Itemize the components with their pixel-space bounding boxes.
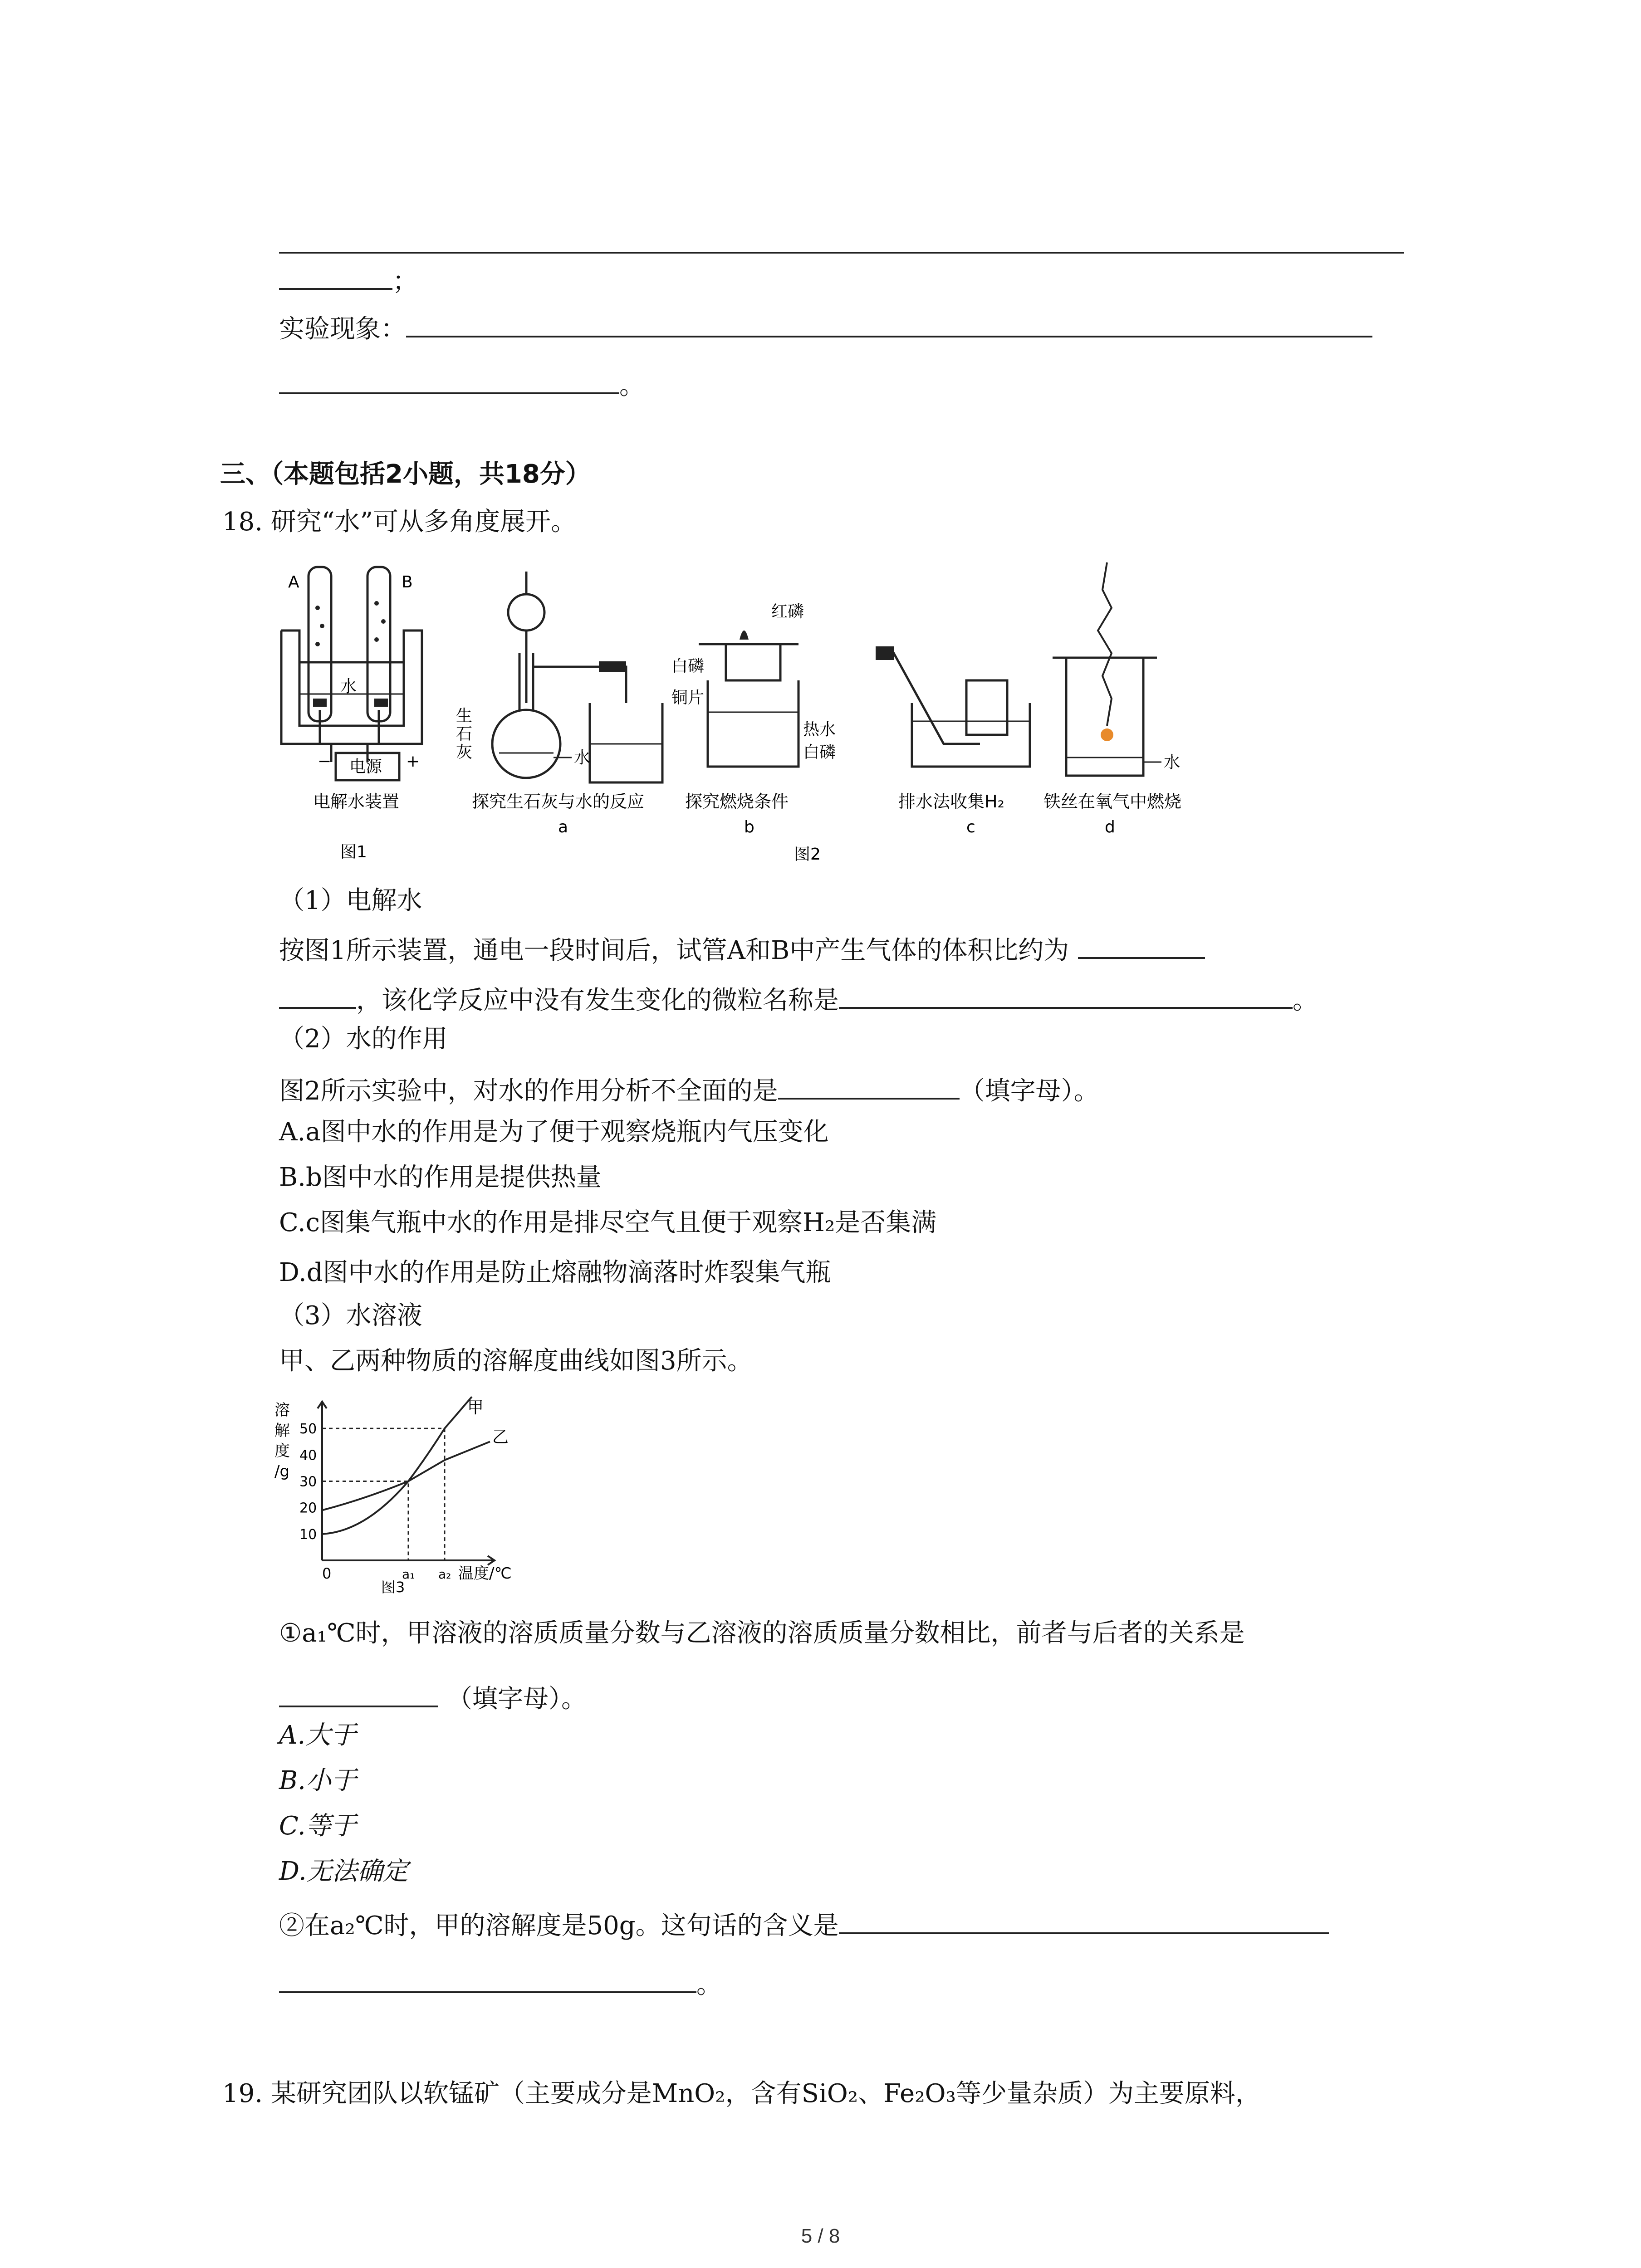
p1-blank-ratio-cont[interactable] [279, 980, 356, 1009]
fig2b-letter: b [744, 818, 754, 836]
y-tick-label: 50 [299, 1421, 317, 1437]
series-curve-yi [322, 1442, 490, 1510]
p1-blank-ratio[interactable] [1078, 930, 1205, 959]
fig1-minus: − [318, 752, 332, 771]
guide-line [322, 1428, 445, 1560]
fig1-label: 图1 [340, 843, 367, 861]
p2-title: （2）水的作用 [279, 1024, 448, 1054]
q1-line2-row [279, 1678, 587, 1716]
fig2a-letter: a [558, 818, 568, 836]
fig3-curve-jia: 甲 [467, 1398, 484, 1417]
y-tick-label: 10 [299, 1526, 317, 1543]
fig3-y-label-2: 解 [274, 1422, 290, 1440]
fig3-y-label-3: 度 [274, 1442, 290, 1460]
p3-stem: 甲、乙两种物质的溶解度曲线如图3所示。 [279, 1346, 753, 1376]
p2-stem: 图2所示实验中，对水的作用分析不全面的是 [279, 1076, 778, 1106]
fig2d-letter: d [1105, 818, 1115, 836]
fig2b-red-p: 红磷 [771, 602, 804, 621]
fig2d-caption: 铁丝在氧气中燃烧 [1043, 792, 1182, 811]
p2-blank[interactable] [778, 1070, 960, 1100]
q2-end: 。 [696, 1970, 722, 1999]
series-curve-jia [322, 1397, 472, 1534]
y-tick-label: 20 [299, 1500, 317, 1516]
x-tick-label: a₂ [438, 1567, 451, 1582]
fig1-label-B: B [402, 573, 413, 591]
fig1-caption: 电解水装置 [313, 792, 400, 811]
phenomenon-blank-2[interactable] [279, 365, 619, 394]
q18-figures [272, 553, 1234, 871]
phenomenon-blank[interactable] [406, 308, 1372, 337]
y-tick-label: 40 [299, 1447, 317, 1464]
solubility-chart [272, 1388, 544, 1597]
x-tick-label: a₁ [402, 1567, 415, 1582]
p1-end: 。 [1293, 986, 1318, 1015]
p1-line1: 按图1所示装置，通电一段时间后，试管A和B中产生气体的体积比约为 [279, 936, 1069, 965]
fig2a-lime-1: 生 [456, 707, 473, 725]
q2-blank-cont[interactable] [279, 1964, 696, 1993]
fig3-x-label: 温度/℃ [458, 1564, 512, 1583]
q1-blank[interactable] [279, 1678, 438, 1707]
q2-line2-row [279, 1964, 722, 2001]
fig2b-copper: 铜片 [671, 689, 705, 707]
q1-option-c: C.等于 [279, 1811, 357, 1841]
q1-option-a: A.大于 [279, 1721, 357, 1750]
p2-stem-row [279, 1070, 1099, 1108]
p2-hint: （填字母）。 [959, 1076, 1099, 1106]
answer-blank-line[interactable] [279, 252, 1404, 254]
fig2a-lime-2: 石 [456, 725, 473, 743]
q1-option-b: B.小于 [279, 1766, 357, 1795]
semicolon: ； [392, 267, 418, 296]
answer-blank[interactable] [279, 261, 392, 290]
fig2a-lime-3: 灰 [456, 743, 473, 762]
p2-option-a: A.a图中水的作用是为了便于观察烧瓶内气压变化 [279, 1117, 829, 1147]
fig2b-hot-water: 热水 [803, 720, 836, 739]
fig2-label: 图2 [794, 845, 821, 864]
y-tick-label: 30 [299, 1474, 317, 1490]
fig2b-caption: 探究燃烧条件 [685, 792, 789, 811]
p1-line1-row [279, 930, 1205, 967]
page-number: 5 / 8 [801, 2225, 840, 2247]
fig1-label-A: A [288, 573, 299, 591]
p1-blank-particle[interactable] [839, 980, 1293, 1009]
fig2b-white-p-bottom: 白磷 [803, 743, 836, 762]
fig3-origin: 0 [322, 1565, 332, 1582]
fig1-power: 电源 [349, 758, 382, 776]
p1-title: （1）电解水 [279, 886, 422, 915]
p2-option-c: C.c图集气瓶中水的作用是排尽空气且便于观察H₂是否集满 [279, 1208, 937, 1237]
phenomenon-line [279, 308, 1372, 346]
guide-line [322, 1481, 408, 1560]
p1-line2-row [279, 980, 1318, 1017]
q1-line1: ①a₁℃时，甲溶液的溶质质量分数与乙溶液的溶质质量分数相比，前者与后者的关系是 [279, 1618, 1245, 1648]
fig2d-water: 水 [1164, 753, 1181, 772]
period: 。 [619, 371, 645, 401]
fig3-curve-yi: 乙 [492, 1428, 509, 1447]
fig3-caption: 图3 [381, 1579, 405, 1596]
fig3-y-label-1: 溶 [274, 1401, 290, 1419]
fig1-plus: + [406, 752, 420, 771]
q2-line1: ②在a₂℃时，甲的溶解度是50g。这句话的含义是 [279, 1911, 839, 1941]
fig3-y-label-4: /g [274, 1462, 290, 1481]
q18-stem: 18. 研究“水”可从多角度展开。 [222, 507, 577, 537]
fig1-water: 水 [340, 677, 357, 696]
q1-hint: （填字母）。 [447, 1684, 587, 1714]
p1-line2: ，该化学反应中没有发生变化的微粒名称是 [356, 986, 839, 1015]
p3-title: （3）水溶液 [279, 1301, 422, 1330]
q1-option-d: D.无法确定 [279, 1857, 408, 1886]
fig2a-caption: 探究生石灰与水的反应 [472, 792, 645, 811]
fig2a-water: 水 [574, 748, 591, 767]
fig2c-letter: c [966, 818, 975, 836]
phenomenon-label: 实验现象： [279, 314, 406, 344]
fig2b-white-p-top: 白磷 [671, 657, 705, 675]
p2-option-b: B.b图中水的作用是提供热量 [279, 1163, 602, 1192]
fig2c-caption: 排水法收集H₂ [898, 792, 1004, 811]
q2-blank[interactable] [839, 1905, 1329, 1934]
section-heading: 三、（本题包括2小题，共18分） [220, 459, 591, 489]
phenomenon-line-2 [279, 365, 645, 402]
q19-stem: 19. 某研究团队以软锰矿（主要成分是MnO₂，含有SiO₂、Fe₂O₃等少量杂质）为主要原料， [222, 2079, 1261, 2108]
q2-line1-row [279, 1905, 1329, 1942]
p2-option-d: D.d图中水的作用是防止熔融物滴落时炸裂集气瓶 [279, 1258, 831, 1287]
answer-line [279, 261, 418, 298]
